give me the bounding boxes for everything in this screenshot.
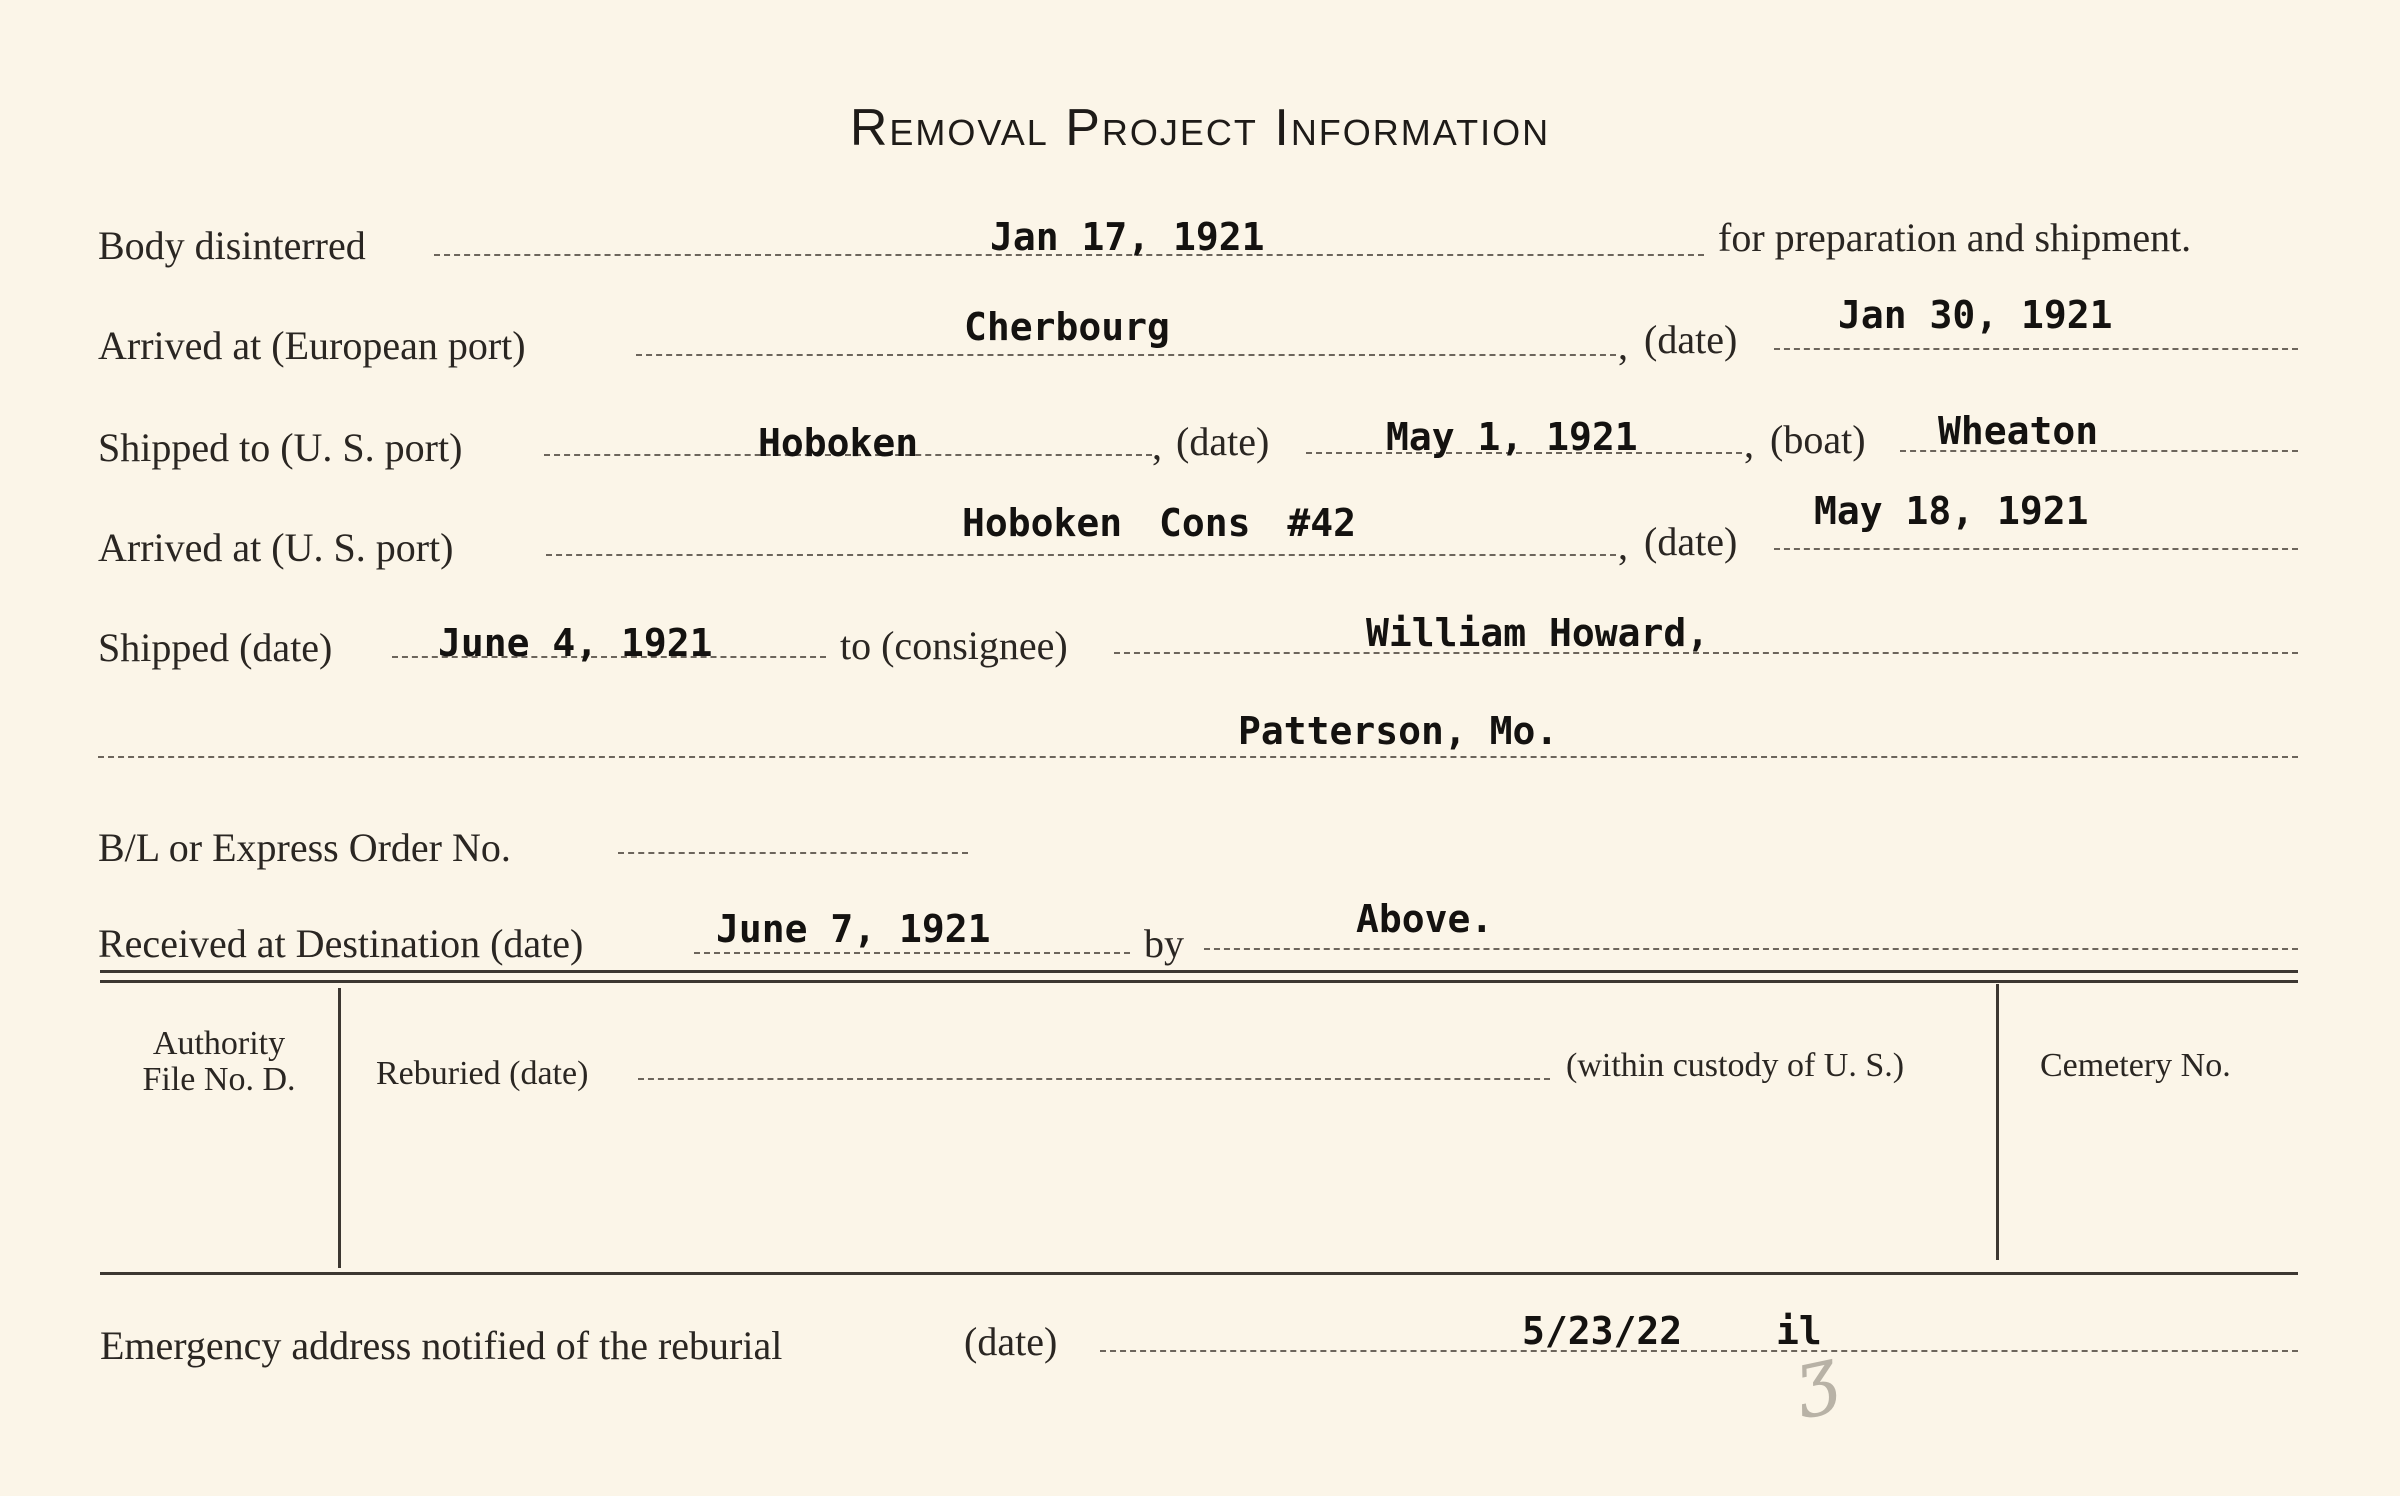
value-boat: Wheaton [1938,409,2099,453]
value-european-port: Cherbourg [964,305,1170,349]
divider-left [338,988,341,1268]
field-line-european-port [636,354,1616,356]
value-arrived-us-date: May 18, 1921 [1814,489,2089,533]
field-line-emergency [1100,1350,2298,1352]
value-shipped-us-date: May 1, 1921 [1386,415,1638,459]
field-line-reburied [638,1078,1550,1080]
separator-rule-bottom [100,980,2298,983]
label-emergency: Emergency address notified of the reburial [100,1323,783,1368]
label-cemetery-no: Cemetery No. [2040,1047,2231,1084]
value-consignee-address: Patterson, Mo. [1238,709,1559,753]
comma: , [1152,423,1162,468]
box-bottom-rule [100,1272,2298,1275]
comma: , [1618,323,1628,368]
label-authority-line1: Authority [152,1025,286,1062]
label-arrived-european: Arrived at (European port) [98,323,526,368]
value-shipped-date: June 4, 1921 [438,621,713,665]
value-european-date: Jan 30, 1921 [1838,293,2113,337]
label-authority-line2: File No. D. [142,1060,296,1098]
comma: , [1618,523,1628,568]
value-us-port-shipped: Hoboken [758,421,919,465]
label-shipped-date: Shipped (date) [98,625,333,670]
label-date: (date) [1176,419,1270,464]
value-arrived-us-port: Hoboken Cons #42 [962,501,1357,545]
field-line-european-date [1774,348,2298,350]
card-title: Removal Project Information [849,99,1551,157]
label-date: (date) [1644,519,1738,564]
label-by: by [1144,921,1184,966]
value-disinterred-date: Jan 17, 1921 [990,215,1265,259]
label-authority-file [104,1026,334,1097]
label-for-preparation: for preparation and shipment. [1718,215,2192,260]
label-received-destination: Received at Destination (date) [98,921,584,966]
field-line-arrived-us-date [1774,548,2298,550]
value-received-by: Above. [1356,897,1494,941]
field-line-bl-order [618,852,968,854]
divider-right [1996,984,1999,1260]
label-to-consignee: to (consignee) [840,623,1068,668]
label-reburied: Reburied (date) [376,1055,589,1092]
label-bl-order: B/L or Express Order No. [98,825,511,870]
field-line-arrived-us-port [546,554,1616,556]
field-line-received-date [694,952,1130,954]
label-shipped-to-us: Shipped to (U. S. port) [98,425,463,470]
label-date: (date) [964,1319,1058,1364]
value-initials: il [1776,1309,1822,1353]
value-emergency-date: 5/23/22 [1522,1309,1683,1353]
label-arrived-us: Arrived at (U. S. port) [98,525,454,570]
value-consignee-name: William Howard, [1366,611,1710,655]
label-boat: (boat) [1770,417,1866,462]
separator-rule-top [100,970,2298,973]
value-received-date: June 7, 1921 [716,907,991,951]
pencil-mark: Ʒ [1789,1344,1847,1436]
label-within-custody: (within custody of U. S.) [1566,1047,1905,1084]
field-line-consignee-address [98,756,2298,758]
label-date: (date) [1644,317,1738,362]
label-body-disinterred: Body disinterred [98,223,366,268]
field-line-received-by [1204,948,2298,950]
comma: , [1744,421,1754,466]
